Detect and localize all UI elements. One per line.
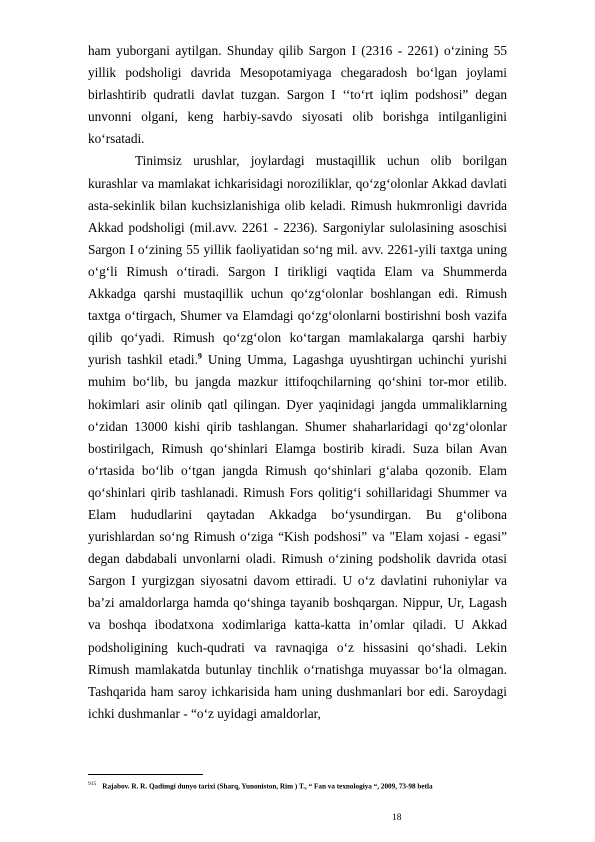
footnote-text: Rajabov. R. R. Qadimgi dunyo tarixi (Sharq, Yunoniston, Rim ) T., “ Fan va texnologiya “, 2009, 73-98 betla: [102, 782, 433, 791]
paragraph-2-part-1: Tinimsiz urushlar, joylardagi mustaqillik uchun olib borilgan kurashlar va mamlakat ichkarisidagi noroziliklar, qo‘zg‘olonlar Akkad davlati asta-sekinlik bilan kuchsizlanishiga olib keladi. Rimush hukmronligi davrida Akkad podsholigi (mil.avv. 2261 - 2236). Sargoniylar sulolasining asoschisi Sargon I o‘zining 55 yillik faoliyatidan so‘ng mil. avv. 2261-yili taxtga uning o‘g‘li Rimush o‘tiradi. Sargon I tirikligi vaqtida Elam va Shummerda Akkadga qarshi mustaqillik uchun qo‘zg‘olonlar boshlangan edi. Rimush taxtga o‘tirgach, Shumer va Elamdagi qo‘zg‘olonlarni bostirishni bosh vazifa qilib qo‘yadi. Rimush qo‘zg‘olon ko‘targan mamlakalarga qarshi harbiy yurish tashkil etadi.: [88, 153, 507, 368]
body-text: [88, 40, 507, 725]
footnote-number: 915: [88, 781, 97, 787]
paragraph-1: ham yuborgani aytilgan. Shunday qilib Sargon I (2316 - 2261) o‘zining 55 yillik podsholigi davrida Mesopotamiyaga chegaradosh bo‘lgan joylami birlashtirib qudratli davlat tuzgan. Sargon I ‘‘to‘rt iqlim podshosi” degan unvonni olgani, keng harbiy-savdo siyosati olib borishga intilganligini ko‘rsatadi.: [88, 43, 507, 147]
paragraph-2: [88, 150, 507, 724]
footnote-reference[interactable]: 9: [197, 351, 202, 361]
paragraph-2-part-2: Uning Umma, Lagashga uyushtirgan uchinchi yurishi muhim bo‘lib, bu jangda mazkur ittifoqchilarning qo‘shini tor-mor etilib. hokimlari asir olinib qatl qilingan. Dyer yaqinidagi jangda ummaliklarning o‘zidan 13000 kishi qirib tashlangan. Shumer shaharlaridagi qo‘zg‘olonlar bostirilgach, Rimush qo‘shinlari Elamga bostirib kiradi. Suza bilan Avan o‘rtasida bo‘lib o‘tgan jangda Rimush qo‘shinlari g‘alaba qozonib. Elam qo‘shinlari qirib tashlanadi. Rimush Fors qolitig‘i sohillaridagi Shummer va Elam hududlarini qaytadan Akkadga bo‘ysundirgan. Bu g‘olibona yurishlardan so‘ng Rimush o‘ziga “Kish podshosi” va "Elam xojasi - egasi” degan dabdabali unvonlarni oladi. Rimush o‘zining podsholik davrida otasi Sargon I yurgizgan siyosatni davom ettiradi. U o‘z davlatini ruhoniylar va ba’zi amaldorlarga hamda qo‘shinga tayanib boshqargan. Nippur, Ur, Lagash va boshqa ibodatxona xodimlariga katta-katta in’omlar qiladi. U Akkad podsholigining kuch-qudrati va ravnaqiga o‘z hissasini qo‘shadi. Lekin Rimush mamlakatda butunlay tinchlik o‘rnatishga muyassar bo‘la olmagan. Tashqarida ham saroy ichkarisida ham uning dushmanlari bor edi. Saroydagi ichki dushmanlar - “o‘z uyidagi amaldorlar,: [88, 352, 507, 721]
footnote-separator: [88, 774, 203, 775]
footnote: [88, 780, 528, 791]
page-number: 18: [392, 813, 402, 823]
